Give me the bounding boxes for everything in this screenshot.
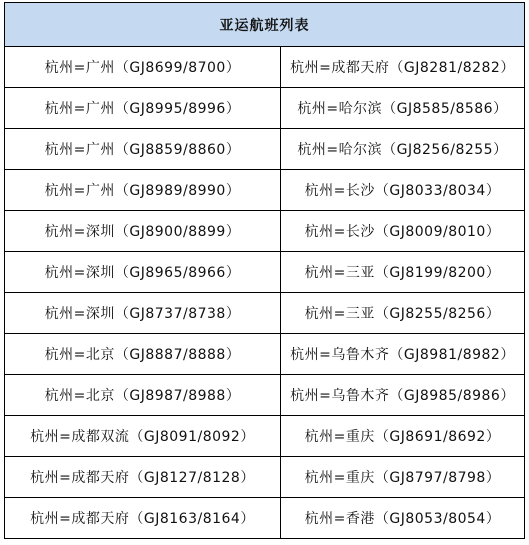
flight-list-table xyxy=(4,2,525,539)
table-row xyxy=(5,211,525,252)
flight-route-cell: 杭州=深圳（GJ8965/8966） xyxy=(5,252,281,293)
table-header-row xyxy=(5,3,525,47)
table-title: 亚运航班列表 xyxy=(5,3,525,47)
table-row xyxy=(5,416,525,457)
flight-route-cell: 杭州=广州（GJ8699/8700） xyxy=(5,47,281,88)
flight-route-cell: 杭州=重庆（GJ8691/8692） xyxy=(281,416,525,457)
flight-route-cell: 杭州=成都天府（GJ8281/8282） xyxy=(281,47,525,88)
flight-route-cell: 杭州=哈尔滨（GJ8585/8586） xyxy=(281,88,525,129)
flight-route-cell: 杭州=成都双流（GJ8091/8092） xyxy=(5,416,281,457)
flight-route-cell: 杭州=重庆（GJ8797/8798） xyxy=(281,457,525,498)
flight-route-cell: 杭州=乌鲁木齐（GJ8981/8982） xyxy=(281,334,525,375)
flight-route-cell: 杭州=深圳（GJ8737/8738） xyxy=(5,293,281,334)
flight-route-cell: 杭州=广州（GJ8859/8860） xyxy=(5,129,281,170)
flight-route-cell: 杭州=成都天府（GJ8127/8128） xyxy=(5,457,281,498)
flight-route-cell: 杭州=北京（GJ8987/8988） xyxy=(5,375,281,416)
flight-route-cell: 杭州=深圳（GJ8900/8899） xyxy=(5,211,281,252)
table-row xyxy=(5,88,525,129)
table-row xyxy=(5,47,525,88)
table-row xyxy=(5,498,525,539)
flight-route-cell: 杭州=成都天府（GJ8163/8164） xyxy=(5,498,281,539)
flight-route-cell: 杭州=乌鲁木齐（GJ8985/8986） xyxy=(281,375,525,416)
flight-route-cell: 杭州=三亚（GJ8199/8200） xyxy=(281,252,525,293)
flight-route-cell: 杭州=香港（GJ8053/8054） xyxy=(281,498,525,539)
table-row xyxy=(5,457,525,498)
table-row xyxy=(5,334,525,375)
flight-route-cell: 杭州=广州（GJ8995/8996） xyxy=(5,88,281,129)
flight-route-cell: 杭州=哈尔滨（GJ8256/8255） xyxy=(281,129,525,170)
flight-route-cell: 杭州=北京（GJ8887/8888） xyxy=(5,334,281,375)
flight-route-cell: 杭州=长沙（GJ8033/8034） xyxy=(281,170,525,211)
flight-route-cell: 杭州=广州（GJ8989/8990） xyxy=(5,170,281,211)
table-row xyxy=(5,293,525,334)
table-row xyxy=(5,252,525,293)
table-row xyxy=(5,375,525,416)
table-row xyxy=(5,129,525,170)
flight-route-cell: 杭州=三亚（GJ8255/8256） xyxy=(281,293,525,334)
flight-route-cell: 杭州=长沙（GJ8009/8010） xyxy=(281,211,525,252)
table-row xyxy=(5,170,525,211)
